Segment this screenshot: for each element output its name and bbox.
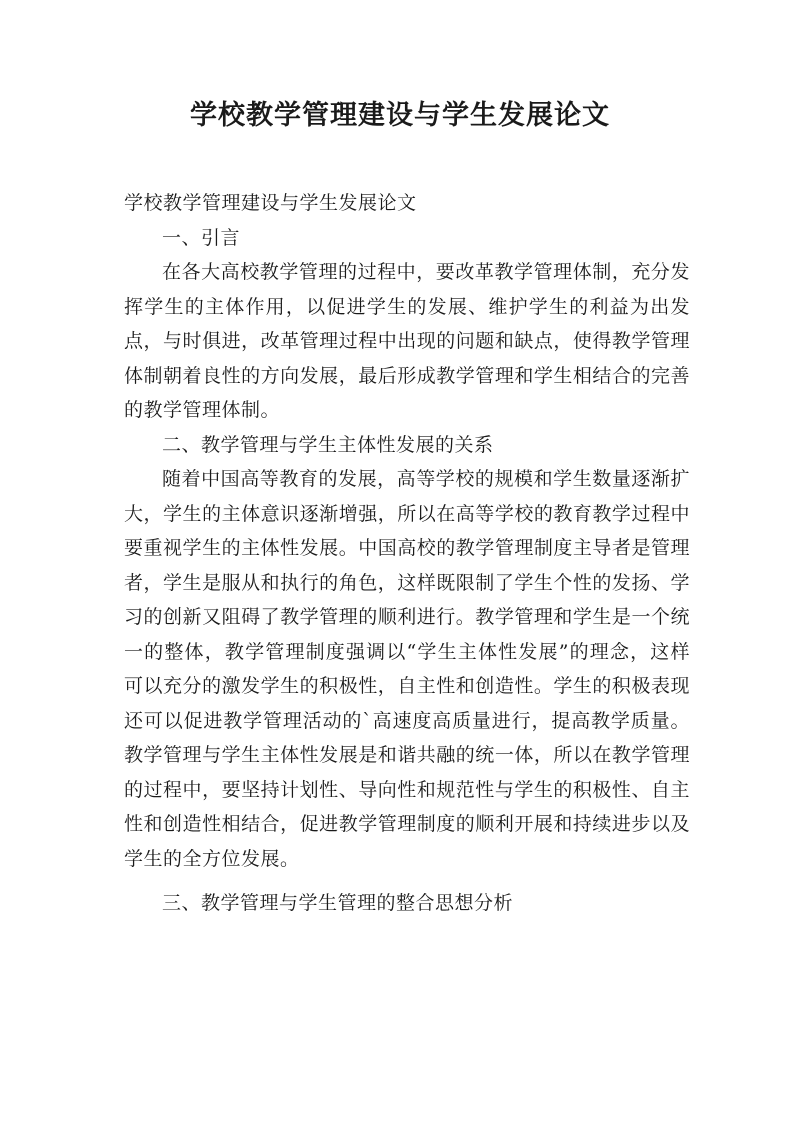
section-heading-relationship: 二、教学管理与学生主体性发展的关系 (162, 433, 494, 456)
section-heading-integration: 三、教学管理与学生管理的整合思想分析 (162, 892, 514, 914)
section-heading-introduction: 一、引言 (162, 226, 241, 249)
document-title: 学校教学管理建设与学生发展论文 (190, 100, 610, 131)
document-subtitle: 学校教学管理建设与学生发展论文 (124, 192, 417, 214)
document-body (124, 186, 690, 921)
paragraph-relationship: 随着中国高等教育的发展，高等学校的规模和学生数量逐渐扩大，学生的主体意识逐渐增强，所以在高等学校的教育教学过程中要重视学生的主体性发展。中国高校的教学管理制度主导者是管理者，学生是服从和执行的角色，这样既限制了学生个性的发扬、学习的创新又阻碍了教学管理的顺利进行。教学管理和学生是一个统一的整体，教学管理制度强调以“学生主体性发展”的理念，这样可以充分的激发学生的积极性，自主性和创造性。学生的积极表现还可以促进教学管理活动的`高速度高质量进行，提高教学质量。教学管理与学生主体性发展是和谐共融的统一体，所以在教学管理的过程中，要坚持计划性、导向性和规范性与学生的积极性、自主性和创造性相结合，促进教学管理制度的顺利开展和持续进步以及学生的全方位发展。 (124, 468, 690, 870)
paragraph-introduction: 在各大高校教学管理的过程中，要改革教学管理体制，充分发挥学生的主体作用，以促进学生的发展、维护学生的利益为出发点，与时俱进，改革管理过程中出现的问题和缺点，使得教学管理体制朝着良性的方向发展，最后形成教学管理和学生相结合的完善的教学管理体制。 (124, 261, 690, 421)
